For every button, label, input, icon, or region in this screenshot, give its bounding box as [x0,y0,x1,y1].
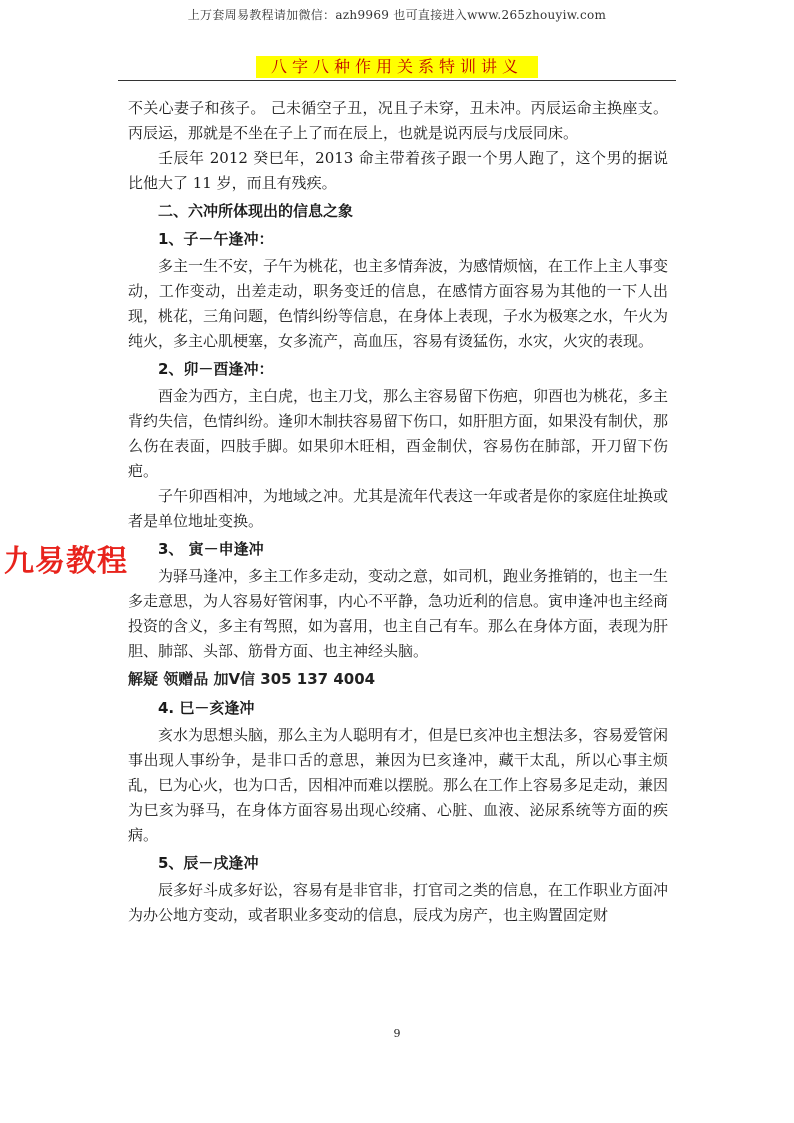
subsection-heading: 1、子－午逢冲： [158,230,274,248]
paragraph: 亥水为思想头脑，那么主为人聪明有才，但是巳亥冲也主想法多，容易爱管闲事出现人事纷争，是非口舌的意思，兼因为巳亥逢冲，藏干太乱，所以心事主烦乱，巳为心火，也为口舌，因相冲而难以摆脱。那么在工作上容易多足走动，兼因为巳亥为驿马，在身体方面容易出现心绞痛、心脏、血液、泌尿系统等方面的疾病。 [128,726,669,844]
subsection-heading: 4. 巳－亥逢冲 [158,699,255,717]
subsection-heading: 5、辰－戌逢冲 [158,854,259,872]
paragraph: 酉金为西方，主白虎，也主刀戈，那么主容易留下伤疤，卯酉也为桃花，多主背约失信，色情纠纷。逢卯木制扶容易留下伤口，如肝胆方面，如果没有制伏，那么伤在表面，四肢手脚。如果卯木旺相，酉金制伏，容易伤在肺部，开刀留下伤疤。 [128,387,669,480]
watermark-logo: 九易教程 [4,544,128,579]
paragraph: 多主一生不安，子午为桃花，也主多情奔波，为感情烦恼，在工作上主人事变动，工作变动，出差走动，职务变迁的信息，在感情方面容易为其他的一下人出现，桃花，三角问题，色情纠纷等信息，在身体上表现，子水为极寒之水，午火为纯火，多主心肌梗塞，女多流产，高血压，容易有烫猛伤，水灾，火灾的表现。 [128,257,669,350]
section-heading: 二、六冲所体现出的信息之象 [158,202,354,220]
paragraph: 壬辰年 2012 癸巳年，2013 命主带着孩子跟一个男人跑了，这个男的据说比他大了 11 岁，而且有残疾。 [128,149,668,192]
header-contact-note: 上万套周易教程请加微信：azh9969 也可直接进入www.265zhouyiw.com [187,8,607,22]
paragraph: 不关心妻子和孩子。 己未循空子丑，况且子未穿，丑未冲。丙辰运命主换座支。丙辰运，那就是不坐在子上了而在辰上，也就是说丙辰与戊辰同床。 [128,99,668,142]
document-body [128,96,668,928]
paragraph: 子午卯酉相冲，为地域之冲。尤其是流年代表这一年或者是你的家庭住址换或者是单位地址变换。 [128,487,669,530]
paragraph: 为驿马逢冲，多主工作多走动，变动之意，如司机，跑业务推销的，也主一生多走意思，为人容易好管闲事，内心不平静，急功近利的信息。寅申逢冲也主经商投资的含义，多主有驾照，如为喜用，也主自己有车。那么在身体方面，表现为肝胆、肺部、头部、筋骨方面、也主神经头脑。 [128,567,669,660]
document-title: 八字八种作用关系特训讲义 [270,57,523,76]
header-divider [118,80,676,81]
subsection-heading: 2、卯－酉逢冲： [158,360,274,378]
subsection-heading: 3、 寅－申逢冲 [158,540,264,558]
promo-contact-line: 解疑 领赠品 加V信 305 137 4004 [128,670,376,688]
paragraph: 辰多好斗成多好讼，容易有是非官非，打官司之类的信息，在工作职业方面冲为办公地方变动，或者职业多变动的信息，辰戌为房产，也主购置固定财 [128,881,669,924]
page-number: 9 [393,1027,401,1040]
